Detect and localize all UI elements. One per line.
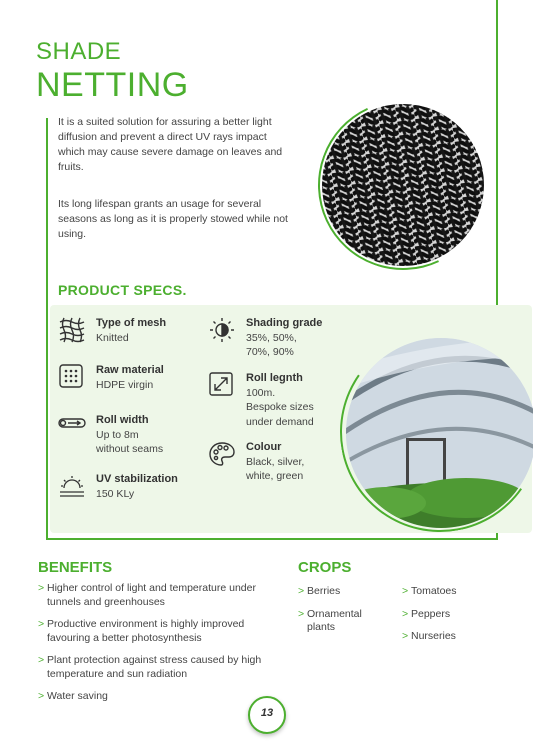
crops-list-col1 [298,585,388,644]
material-grid-icon [58,363,88,393]
sun-half-icon [208,316,238,346]
spec-label: Colour [246,441,282,453]
frame-line-left [46,118,48,538]
list-item: > Tomatoes [402,585,502,599]
spec-label: Type of mesh [96,317,167,329]
intro-paragraph-1: It is a suited solution for assuring a better light diffusion and prevent a direct UV rays impact which may cause severe damage on leaves and fruits. [58,116,283,173]
spec-label: Shading grade [246,317,323,329]
crops-list-col2 [402,585,502,653]
spec-label: Roll legnth [246,372,303,384]
page-number: 13 [260,707,274,719]
spec-uv-stabilization [58,472,178,502]
spec-label: UV stabilization [96,473,178,485]
page-title-line1: SHADE [36,38,122,65]
roll-width-icon [58,413,88,443]
intro-paragraph-2: Its long lifespan grants an usage for several seasons as long as it is properly stowed while not using. [58,198,288,240]
spec-value: Black, silver, white, green [246,455,305,482]
spec-value: 35%, 50%, 70%, 90% [246,331,297,358]
spec-shading-grade [208,316,322,360]
benefits-list [38,582,273,713]
frame-line-bottom [46,538,498,540]
spec-roll-width [58,413,163,457]
list-item: > Peppers [402,608,502,622]
benefits-title: BENEFITS [38,559,113,576]
product-specs-title: PRODUCT SPECS. [58,282,187,298]
spec-roll-length [208,371,314,429]
frame-line-top [496,0,498,42]
spec-value: 150 KLy [96,487,135,500]
spec-raw-material [58,363,164,393]
list-item: > Ornamental plants [298,608,388,635]
list-item: > Plant protection against stress caused by high temperature and sun radiation [38,654,273,681]
spec-type-of-mesh [58,316,166,346]
list-item: > Productive environment is highly improved favouring a better photosynthesis [38,618,273,645]
list-item: > Higher control of light and temperature under tunnels and greenhouses [38,582,273,609]
resize-arrow-icon [208,371,238,401]
spec-value: Knitted [96,331,129,344]
palette-icon [208,440,238,470]
list-item: > Nurseries [402,630,502,644]
spec-label: Roll width [96,414,149,426]
spec-value: 100m. Bespoke sizes under demand [246,386,314,428]
spec-colour [208,440,304,484]
shade-net-closeup-photo [322,104,484,266]
intro-text [58,115,293,264]
uv-sun-icon [58,472,88,502]
spec-value: Up to 8m without seams [96,428,164,455]
mesh-icon [58,316,88,346]
spec-value: HDPE virgin [96,378,154,391]
list-item: > Water saving [38,690,273,704]
crops-title: CROPS [298,559,352,576]
greenhouse-tunnel-photo [346,338,533,528]
spec-label: Raw material [96,364,164,376]
list-item: > Berries [298,585,388,599]
page-title-line2: NETTING [36,66,189,104]
